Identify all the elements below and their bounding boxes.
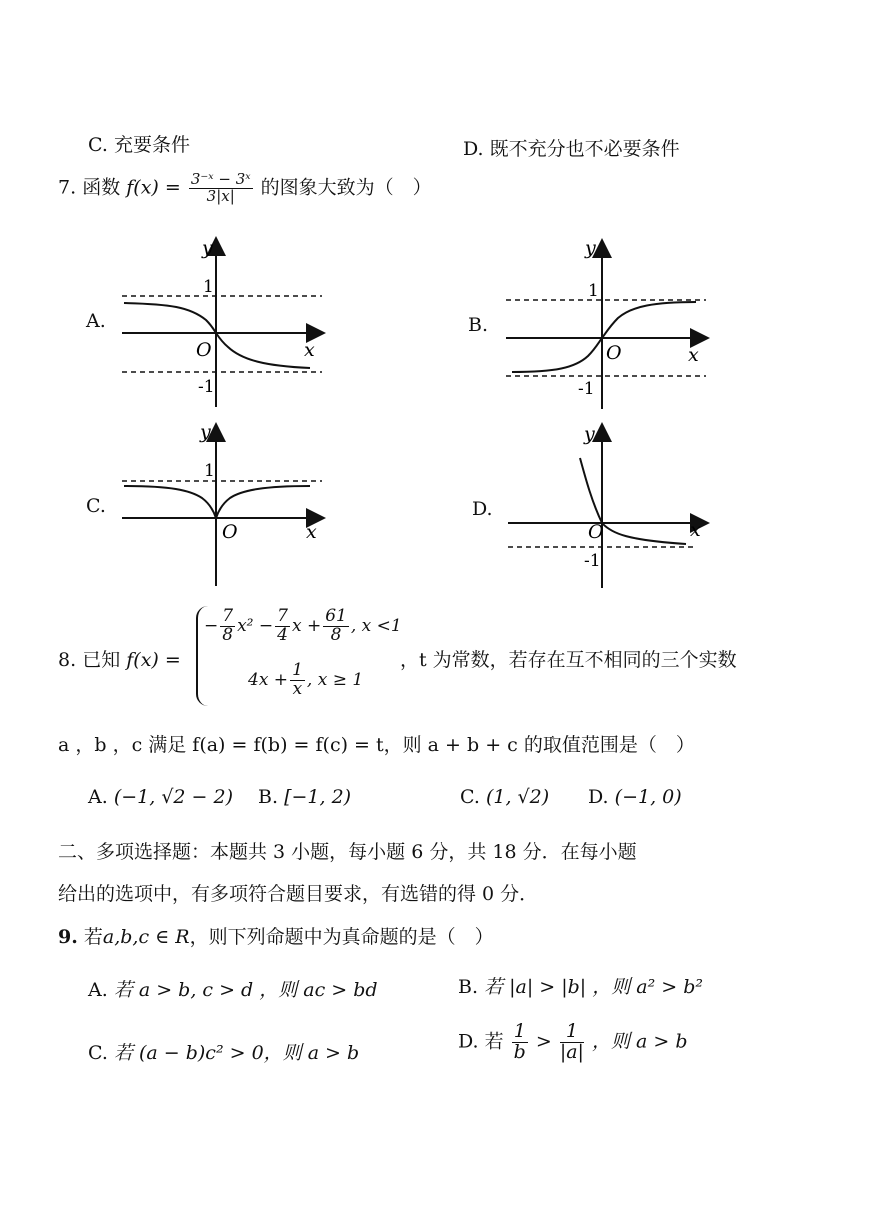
q9-option-b bbox=[458, 972, 703, 999]
q8-piece-2-frac-den: x bbox=[292, 678, 303, 699]
graph-c-y-label: y bbox=[200, 421, 211, 443]
q8-piece-1-frac-1-num: 7 bbox=[222, 606, 234, 626]
q8-piece-2-frac-num: 1 bbox=[292, 660, 303, 680]
q8-piece-1-frac-1-den: 8 bbox=[222, 624, 234, 645]
q8-option-a bbox=[88, 786, 233, 808]
q8-piece-2-frac bbox=[290, 662, 305, 699]
graph-d-x-label: x bbox=[690, 519, 701, 541]
q8-piece-2-cond: , x ≥ 1 bbox=[306, 669, 364, 690]
q9-option-a bbox=[88, 975, 378, 1002]
graph-b-x-label: x bbox=[688, 344, 699, 366]
graph-a-tick-neg1: -1 bbox=[198, 377, 215, 397]
q8-number: 8. bbox=[58, 649, 77, 671]
q7-fraction bbox=[189, 172, 253, 205]
q8-piece-1-frac-2-den: 4 bbox=[277, 624, 288, 645]
q8-option-c-label: C. bbox=[460, 786, 480, 808]
graph-b-label: B. bbox=[468, 314, 489, 336]
q9-option-d-pre: 若 bbox=[484, 1030, 504, 1053]
q8-piece-1-frac-2-num: 7 bbox=[277, 606, 288, 626]
q9-option-d-frac-2-num: 1 bbox=[560, 1022, 584, 1043]
graph-b-tick-1: 1 bbox=[588, 281, 599, 301]
q9-option-d-post: ，则 a > b bbox=[592, 1030, 688, 1053]
q8-option-b-value: [−1, 2) bbox=[284, 786, 352, 808]
q7-func-lhs: f(x) = bbox=[126, 176, 181, 199]
q7-tail: 的图象大致为（ ） bbox=[260, 176, 432, 199]
q9-number: 9. bbox=[58, 926, 78, 948]
q8-option-c-value: (1, √2) bbox=[485, 786, 550, 808]
graph-d-tick-neg1: -1 bbox=[584, 551, 601, 571]
q9-option-b-text: 若 |a| > |b| ，则 a² > b² bbox=[484, 976, 703, 998]
graph-a-label: A. bbox=[86, 310, 106, 332]
q8-option-d-value: (−1, 0) bbox=[614, 786, 682, 808]
graph-d-y-label: y bbox=[584, 423, 595, 445]
graph-a-y-label: y bbox=[202, 237, 213, 259]
graph-a-tick-1: 1 bbox=[203, 277, 214, 297]
q8-piece-2 bbox=[248, 662, 363, 699]
q9-option-c-label: C. bbox=[88, 1042, 108, 1064]
q6-option-c: C. 充要条件 bbox=[88, 134, 190, 156]
q8-piece-1-frac-3-num: 61 bbox=[325, 606, 347, 626]
section2-line2: 给出的选项中，有多项符合题目要求，有选错的得 0 分． bbox=[58, 883, 539, 905]
graph-b-tick-neg1: -1 bbox=[578, 379, 595, 399]
q8-line2: a ，b ，c 满足 f(a) = f(b) = f(c) = t，则 a + b + c 的取值范围是（ ） bbox=[58, 734, 695, 756]
q7-number: 7. bbox=[58, 176, 77, 199]
q8-option-d bbox=[588, 786, 682, 808]
q9-option-d bbox=[458, 1022, 688, 1063]
q9-option-a-text: 若 a > b, c > d ，则 ac > bd bbox=[113, 979, 378, 1001]
q8-piece-1-frac-1 bbox=[220, 608, 235, 645]
graph-d-label: D. bbox=[472, 498, 493, 520]
q8-option-b-label: B. bbox=[258, 786, 279, 808]
q9-option-c bbox=[88, 1038, 359, 1065]
graph-d bbox=[506, 420, 716, 592]
graph-a-origin: O bbox=[196, 339, 212, 361]
q8-option-c bbox=[460, 786, 549, 808]
q9-option-b-label: B. bbox=[458, 976, 479, 998]
section2-line1: 二、多项选择题：本题共 3 小题，每小题 6 分，共 18 分．在每小题 bbox=[58, 841, 637, 863]
q8-option-d-label: D. bbox=[588, 786, 609, 808]
q8-trail: ，t 为常数，若存在互不相同的三个实数 bbox=[400, 649, 737, 671]
q9-option-d-frac-1-num: 1 bbox=[513, 1020, 526, 1042]
q8-piece-1-frac-3 bbox=[323, 608, 349, 645]
q9-option-d-frac-2 bbox=[560, 1022, 584, 1063]
q9-option-d-frac-2-den: |a| bbox=[559, 1040, 584, 1063]
q9-stem-b: ，则下列命题中为真命题的是（ ） bbox=[189, 926, 494, 948]
graph-c-origin: O bbox=[222, 521, 238, 543]
q9-option-a-label: A. bbox=[88, 979, 108, 1001]
q7-lead: 函数 bbox=[82, 176, 121, 199]
graph-c bbox=[110, 418, 330, 590]
q8-option-b bbox=[258, 786, 351, 808]
q8-piece-1-cond: , x <1 bbox=[350, 615, 402, 636]
graph-a-x-label: x bbox=[304, 339, 315, 361]
q9-option-d-frac-1-den: b bbox=[513, 1040, 526, 1063]
q8-piece-1-minus: − bbox=[204, 615, 219, 636]
graph-a bbox=[110, 232, 330, 412]
q8-piece-1-b: x² − bbox=[237, 615, 274, 636]
q7-numerator: 3⁻ˣ − 3ˣ bbox=[190, 170, 251, 188]
q8-func-lhs: f(x) = bbox=[126, 649, 181, 671]
q9-option-d-label: D. bbox=[458, 1030, 479, 1053]
graph-d-origin: O bbox=[588, 521, 604, 543]
graph-b-origin: O bbox=[606, 342, 622, 364]
q9-stem-math: a,b,c ∈ R bbox=[102, 926, 190, 948]
q7-denominator: 3|x| bbox=[206, 186, 235, 205]
q8-piece-2-a: 4x + bbox=[248, 669, 289, 690]
q7-stem bbox=[58, 172, 432, 205]
q8-piece-1-c: x + bbox=[291, 615, 322, 636]
graph-b-y-label: y bbox=[585, 237, 596, 259]
q8-option-a-label: A. bbox=[88, 786, 108, 808]
q9-option-d-gt: > bbox=[535, 1030, 552, 1053]
q9-option-d-frac-1 bbox=[512, 1022, 528, 1063]
q9-option-c-text: 若 (a − b)c² > 0，则 a > b bbox=[113, 1042, 360, 1064]
q8-lead bbox=[58, 645, 181, 672]
q8-option-a-value: (−1, √2 − 2) bbox=[113, 786, 234, 808]
graph-c-tick-1: 1 bbox=[204, 461, 215, 481]
q8-piece-1-frac-2 bbox=[275, 608, 290, 645]
graph-b bbox=[500, 234, 720, 414]
graph-c-label: C. bbox=[86, 495, 106, 517]
q8-piece-1 bbox=[204, 608, 402, 645]
q6-option-d: D. 既不充分也不必要条件 bbox=[463, 138, 680, 160]
q9-stem bbox=[58, 922, 494, 949]
graph-c-x-label: x bbox=[306, 521, 317, 543]
q8-lead-text: 已知 bbox=[82, 649, 121, 671]
q8-piece-1-frac-3-den: 8 bbox=[330, 624, 342, 645]
q9-stem-a: 若 bbox=[83, 926, 103, 948]
